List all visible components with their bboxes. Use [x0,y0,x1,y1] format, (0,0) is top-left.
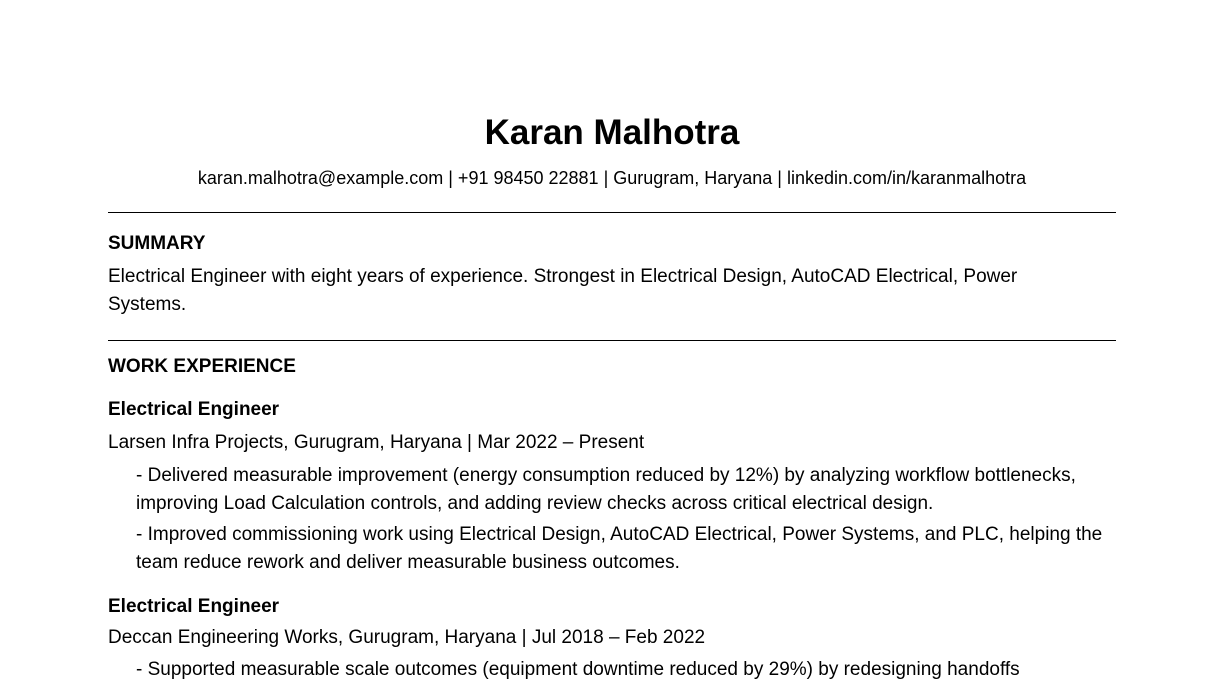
summary-heading: SUMMARY [108,233,206,254]
job-title: Electrical Engineer [108,596,280,617]
work-experience-heading: WORK EXPERIENCE [108,356,296,377]
contact-line: karan.malhotra@example.com | +91 98450 22881 | Gurugram, Haryana | linkedin.com/in/karanmalhotra [197,168,1027,188]
job-bullet: - Improved commissioning work using Electrical Design, AutoCAD Electrical, Power Systems, and PLC, helping the team reduce rework and deliver measurable business outcomes. [136,524,1103,573]
job-bullet: - Delivered measurable improvement (energy consumption reduced by 12%) by analyzing workflow bottlenecks, improving Load Calculation controls, and adding review checks across critical electrical design. [136,465,1076,514]
summary-text: Electrical Engineer with eight years of experience. Strongest in Electrical Design, AutoCAD Electrical, Power Systems. [108,266,1018,315]
job-title: Electrical Engineer [108,399,280,420]
section-divider [108,340,1116,341]
job-bullet: - Supported measurable scale outcomes (equipment downtime reduced by 29%) by redesigning handoffs [136,659,1020,680]
resume-name: Karan Malhotra [484,113,740,152]
job-company-dates: Larsen Infra Projects, Gurugram, Haryana | Mar 2022 – Present [108,432,645,453]
section-divider [108,212,1116,213]
job-company-dates: Deccan Engineering Works, Gurugram, Haryana | Jul 2018 – Feb 2022 [108,627,706,648]
